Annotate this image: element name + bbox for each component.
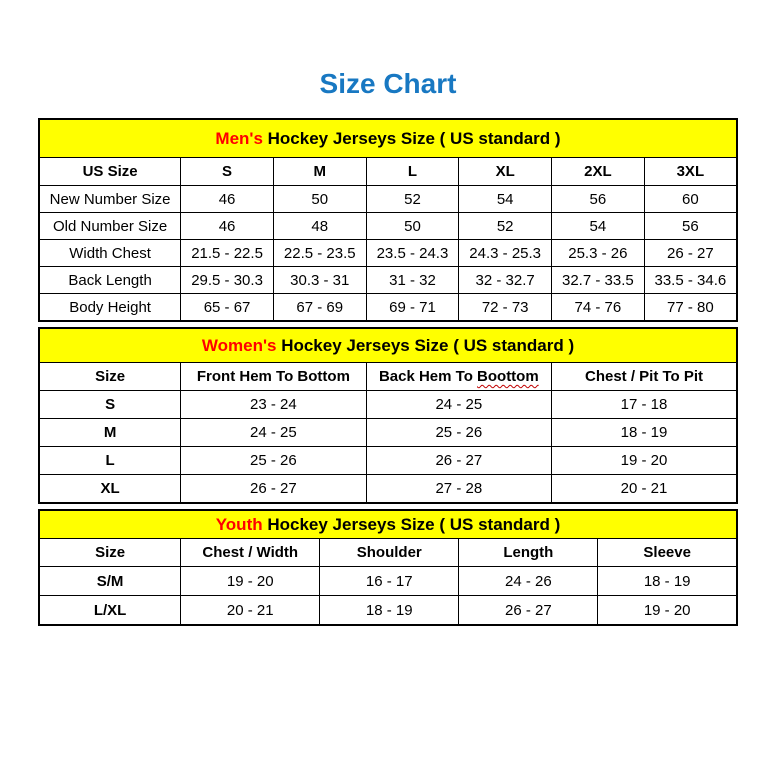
page-title: Size Chart	[319, 68, 457, 99]
column-header-row	[39, 363, 737, 391]
size-cell: 52	[366, 186, 459, 213]
column-header: Length	[459, 539, 598, 567]
column-header: Shoulder	[320, 539, 459, 567]
womens-size-table	[38, 327, 738, 504]
column-header	[366, 363, 551, 391]
size-cell: 33.5 - 34.6	[644, 267, 737, 294]
column-header: Sleeve	[598, 539, 737, 567]
table-row	[39, 447, 737, 475]
table-row	[39, 419, 737, 447]
size-cell: 26 - 27	[366, 447, 551, 475]
column-header-row	[39, 158, 737, 186]
size-cell: 25.3 - 26	[552, 240, 645, 267]
size-cell: 16 - 17	[320, 567, 459, 596]
size-cell: 20 - 21	[181, 596, 320, 626]
section-band-row	[39, 119, 737, 158]
size-cell: 26 - 27	[459, 596, 598, 626]
size-cell: 46	[181, 186, 274, 213]
page	[0, 68, 776, 760]
size-cell: 56	[644, 213, 737, 240]
column-header: L	[366, 158, 459, 186]
size-cell: 27 - 28	[366, 475, 551, 504]
row-label: L/XL	[39, 596, 181, 626]
table-row	[39, 596, 737, 626]
column-header: Front Hem To Bottom	[181, 363, 366, 391]
size-cell: 24 - 25	[366, 391, 551, 419]
column-header: US Size	[39, 158, 181, 186]
size-cell: 19 - 20	[552, 447, 737, 475]
size-cell: 24 - 26	[459, 567, 598, 596]
size-cell: 30.3 - 31	[273, 267, 366, 294]
section-band-text: Hockey Jerseys Size ( US standard )	[262, 514, 561, 534]
table-row	[39, 294, 737, 322]
table-row	[39, 186, 737, 213]
section-accent: Men's	[215, 128, 263, 148]
column-header: XL	[459, 158, 552, 186]
column-header: S	[181, 158, 274, 186]
size-cell: 31 - 32	[366, 267, 459, 294]
size-cell: 19 - 20	[181, 567, 320, 596]
section-band	[39, 510, 737, 539]
size-cell: 26 - 27	[181, 475, 366, 504]
column-header: Size	[39, 363, 181, 391]
row-label: New Number Size	[39, 186, 181, 213]
row-label: Body Height	[39, 294, 181, 322]
size-cell: 23 - 24	[181, 391, 366, 419]
size-cell: 69 - 71	[366, 294, 459, 322]
column-header: Size	[39, 539, 181, 567]
size-cell: 74 - 76	[552, 294, 645, 322]
size-cell: 56	[552, 186, 645, 213]
size-cell: 23.5 - 24.3	[366, 240, 459, 267]
column-header-row	[39, 539, 737, 567]
row-label: Old Number Size	[39, 213, 181, 240]
size-cell: 60	[644, 186, 737, 213]
section-band-text: Hockey Jerseys Size ( US standard )	[276, 335, 575, 355]
size-cell: 18 - 19	[598, 567, 737, 596]
row-label: S	[39, 391, 181, 419]
section-accent: Youth	[215, 514, 263, 534]
size-cell: 77 - 80	[644, 294, 737, 322]
size-cell: 48	[273, 213, 366, 240]
size-cell: 32 - 32.7	[459, 267, 552, 294]
row-label: L	[39, 447, 181, 475]
section-band-row	[39, 328, 737, 363]
size-cell: 32.7 - 33.5	[552, 267, 645, 294]
row-label: Width Chest	[39, 240, 181, 267]
column-header-text: Back Hem To	[378, 368, 478, 386]
size-cell: 18 - 19	[552, 419, 737, 447]
size-cell: 54	[552, 213, 645, 240]
size-cell: 26 - 27	[644, 240, 737, 267]
table-row	[39, 567, 737, 596]
column-header: M	[273, 158, 366, 186]
size-cell: 18 - 19	[320, 596, 459, 626]
section-band-text: Hockey Jerseys Size ( US standard )	[262, 128, 561, 148]
mens-size-table	[38, 118, 738, 322]
size-cell: 17 - 18	[552, 391, 737, 419]
size-cell: 67 - 69	[273, 294, 366, 322]
size-cell: 24 - 25	[181, 419, 366, 447]
youth-size-table	[38, 509, 738, 626]
size-cell: 72 - 73	[459, 294, 552, 322]
table-row	[39, 213, 737, 240]
table-row	[39, 240, 737, 267]
section-band-row	[39, 510, 737, 539]
size-cell: 50	[366, 213, 459, 240]
size-cell: 24.3 - 25.3	[459, 240, 552, 267]
table-row	[39, 475, 737, 504]
row-label: M	[39, 419, 181, 447]
column-header: 3XL	[644, 158, 737, 186]
table-row	[39, 391, 737, 419]
row-label: XL	[39, 475, 181, 504]
size-cell: 52	[459, 213, 552, 240]
column-header: Chest / Pit To Pit	[552, 363, 737, 391]
column-header: Chest / Width	[181, 539, 320, 567]
size-cell: 25 - 26	[181, 447, 366, 475]
section-band	[39, 119, 737, 158]
size-cell: 29.5 - 30.3	[181, 267, 274, 294]
misspelled-word: Boottom	[477, 368, 539, 386]
size-cell: 25 - 26	[366, 419, 551, 447]
row-label: Back Length	[39, 267, 181, 294]
size-cell: 21.5 - 22.5	[181, 240, 274, 267]
size-cell: 46	[181, 213, 274, 240]
table-row	[39, 267, 737, 294]
size-cell: 19 - 20	[598, 596, 737, 626]
size-cell: 65 - 67	[181, 294, 274, 322]
section-band	[39, 328, 737, 363]
size-cell: 22.5 - 23.5	[273, 240, 366, 267]
size-cell: 54	[459, 186, 552, 213]
row-label: S/M	[39, 567, 181, 596]
column-header: 2XL	[552, 158, 645, 186]
section-accent: Women's	[201, 335, 277, 355]
size-cell: 20 - 21	[552, 475, 737, 504]
size-cell: 50	[273, 186, 366, 213]
